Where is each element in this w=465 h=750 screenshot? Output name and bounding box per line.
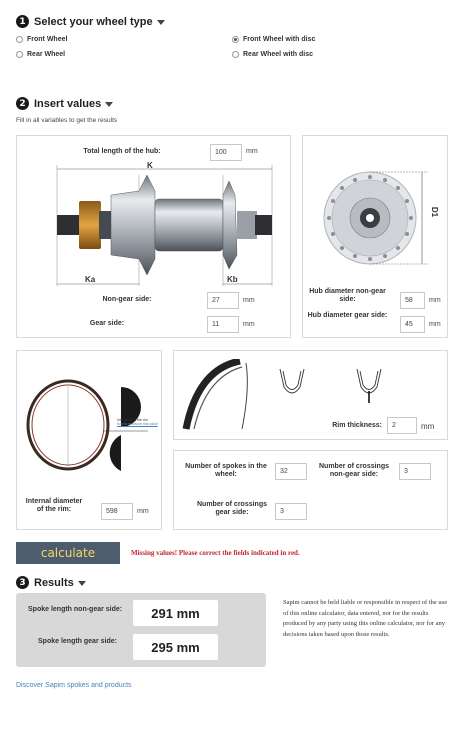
- rim-note: [117, 418, 159, 426]
- result-non-gear-label: Spoke length non-gear side:: [28, 606, 123, 613]
- hub-drawing: [47, 161, 282, 291]
- total-length-input[interactable]: [210, 144, 242, 161]
- non-gear-side-label: Non-gear side:: [102, 296, 152, 303]
- internal-diameter-input[interactable]: [101, 503, 133, 520]
- section-title-wheel-type: Select your wheel type: [34, 15, 153, 28]
- radio-front-wheel[interactable]: [16, 36, 67, 43]
- section-select-wheel-type: [16, 15, 165, 28]
- radio-label: Front Wheel with disc: [243, 36, 316, 43]
- total-length-label: Total length of the hub:: [83, 148, 161, 155]
- unit-mm: mm: [137, 508, 149, 515]
- hub-panel: [16, 135, 291, 338]
- rim-thickness-input[interactable]: [387, 417, 417, 434]
- section-title-insert-values: Insert values: [34, 97, 102, 110]
- rim-note-link[interactable]: how to measure this value: [117, 422, 158, 426]
- dimension-d1: D1: [430, 206, 440, 218]
- dimension-ka: Ka: [85, 275, 96, 284]
- radio-rear-wheel[interactable]: [16, 51, 65, 58]
- num-spokes-input[interactable]: [275, 463, 307, 480]
- calculate-button[interactable]: calculate: [16, 542, 120, 564]
- unit-mm: mm: [243, 297, 255, 304]
- caret-down-icon[interactable]: [157, 20, 165, 25]
- disclaimer-text: Sapim cannot be held liable or responsible in respect of the use of this online calculator, data entered, nor for the results produced by any party using this online calculator, nor for any decisions taken based upon those results.: [283, 599, 448, 638]
- section-title-results: Results: [34, 576, 74, 589]
- hub-diameter-gear-input[interactable]: [400, 316, 425, 333]
- crossings-gear-input[interactable]: [275, 503, 307, 520]
- hub-diameter-non-gear-label: Hub diameter non-gear side:: [309, 288, 386, 303]
- radio-icon[interactable]: [232, 51, 239, 58]
- rim-thickness-panel: [173, 350, 448, 440]
- rim-thickness-label: Rim thickness:: [332, 422, 382, 429]
- result-non-gear-value: 291 mm: [133, 600, 218, 626]
- dimension-k: K: [147, 161, 153, 170]
- radio-label: Rear Wheel with disc: [243, 51, 314, 58]
- internal-diameter-label: Internal diameter of the rim:: [25, 498, 83, 513]
- unit-mm: mm: [429, 297, 441, 304]
- step-number-3: 3: [16, 576, 29, 589]
- radio-rear-wheel-disc[interactable]: [232, 51, 313, 58]
- radio-icon[interactable]: [16, 51, 23, 58]
- unit-mm: mm: [429, 321, 441, 328]
- flange-drawing: [318, 166, 428, 276]
- dimension-kb: Kb: [227, 275, 238, 284]
- result-gear-label: Spoke length gear side:: [38, 638, 117, 645]
- radio-icon[interactable]: [16, 36, 23, 43]
- unit-mm: mm: [421, 422, 435, 431]
- step-number-2: 2: [16, 97, 29, 110]
- rim-note-text: internal Ø of the rim: [117, 418, 148, 422]
- crossings-gear-label: Number of crossings gear side:: [196, 501, 267, 516]
- radio-label: Rear Wheel: [27, 51, 66, 58]
- step-number-1: 1: [16, 15, 29, 28]
- radio-label: Front Wheel: [27, 36, 68, 43]
- crossings-non-gear-input[interactable]: [399, 463, 431, 480]
- spokes-panel: [173, 450, 448, 530]
- flange-panel: [302, 135, 448, 338]
- num-spokes-label: Number of spokes in the wheel:: [185, 463, 267, 478]
- crossings-non-gear-label: Number of crossings non-gear side:: [318, 463, 389, 478]
- unit-mm: mm: [243, 321, 255, 328]
- radio-selected-icon[interactable]: [232, 36, 239, 43]
- hub-diameter-gear-label: Hub diameter gear side:: [307, 312, 388, 319]
- result-gear-value: 295 mm: [133, 634, 218, 660]
- results-box: [16, 593, 266, 667]
- unit-mm: mm: [246, 148, 258, 155]
- hub-diameter-non-gear-input[interactable]: [400, 292, 425, 309]
- section-results: [16, 576, 86, 589]
- discover-sapim-link[interactable]: Discover Sapim spokes and products: [16, 682, 132, 689]
- non-gear-side-input[interactable]: [207, 292, 239, 309]
- rim-diameter-panel: [16, 350, 162, 530]
- caret-down-icon[interactable]: [78, 581, 86, 586]
- caret-down-icon[interactable]: [105, 102, 113, 107]
- error-message: Missing values! Please correct the fields indicated in red.: [131, 549, 300, 557]
- section-hint: Fill in all variables to get the results: [16, 117, 118, 124]
- section-insert-values: [16, 97, 113, 110]
- gear-side-input[interactable]: [207, 316, 239, 333]
- gear-side-label: Gear side:: [89, 320, 125, 327]
- radio-front-wheel-disc[interactable]: [232, 36, 315, 43]
